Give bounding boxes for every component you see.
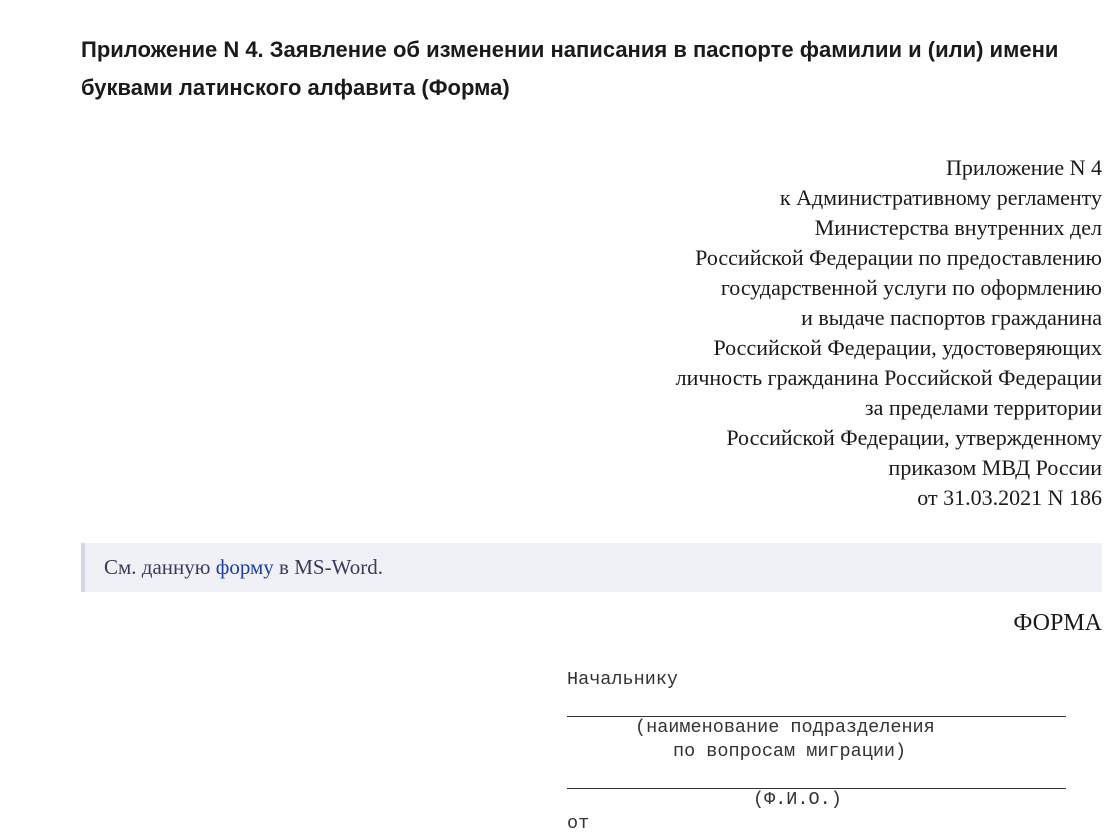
appendix-line: приказом МВД России bbox=[888, 455, 1102, 480]
appendix-line: Министерства внутренних дел bbox=[814, 215, 1102, 240]
department-caption: (наименование подразделения bbox=[635, 717, 935, 738]
appendix-line: государственной услуги по оформлению bbox=[720, 275, 1102, 300]
form-label: ФОРМА bbox=[1013, 610, 1102, 636]
appendix-line: личность гражданина Российской Федерации bbox=[675, 365, 1102, 390]
addressee-label: Начальнику bbox=[567, 669, 679, 690]
department-caption-2: по вопросам миграции) bbox=[673, 741, 907, 762]
appendix-line: Российской Федерации по предоставлению bbox=[695, 245, 1102, 270]
word-download-note bbox=[81, 543, 1102, 592]
appendix-line: к Административному регламенту bbox=[779, 185, 1102, 210]
note-suffix: в MS-Word. bbox=[273, 555, 383, 579]
appendix-line: от 31.03.2021 N 186 bbox=[917, 485, 1102, 510]
appendix-reference bbox=[676, 153, 1102, 513]
appendix-line: Российской Федерации, удостоверяющих bbox=[713, 335, 1102, 360]
from-label: от bbox=[567, 813, 590, 834]
page-title: Приложение N 4. Заявление об изменении написания в паспорте фамилии и (или) имени буквами латинского алфавита (Форма) bbox=[81, 37, 1059, 100]
form-link[interactable]: форму bbox=[215, 555, 274, 579]
appendix-line: Российской Федерации, утвержденному bbox=[726, 425, 1102, 450]
appendix-line: Приложение N 4 bbox=[946, 155, 1102, 180]
note-prefix: См. данную bbox=[104, 555, 216, 579]
appendix-line: и выдаче паспортов гражданина bbox=[801, 305, 1102, 330]
appendix-line: за пределами территории bbox=[864, 395, 1102, 420]
name-caption: (Ф.И.О.) bbox=[753, 789, 842, 810]
